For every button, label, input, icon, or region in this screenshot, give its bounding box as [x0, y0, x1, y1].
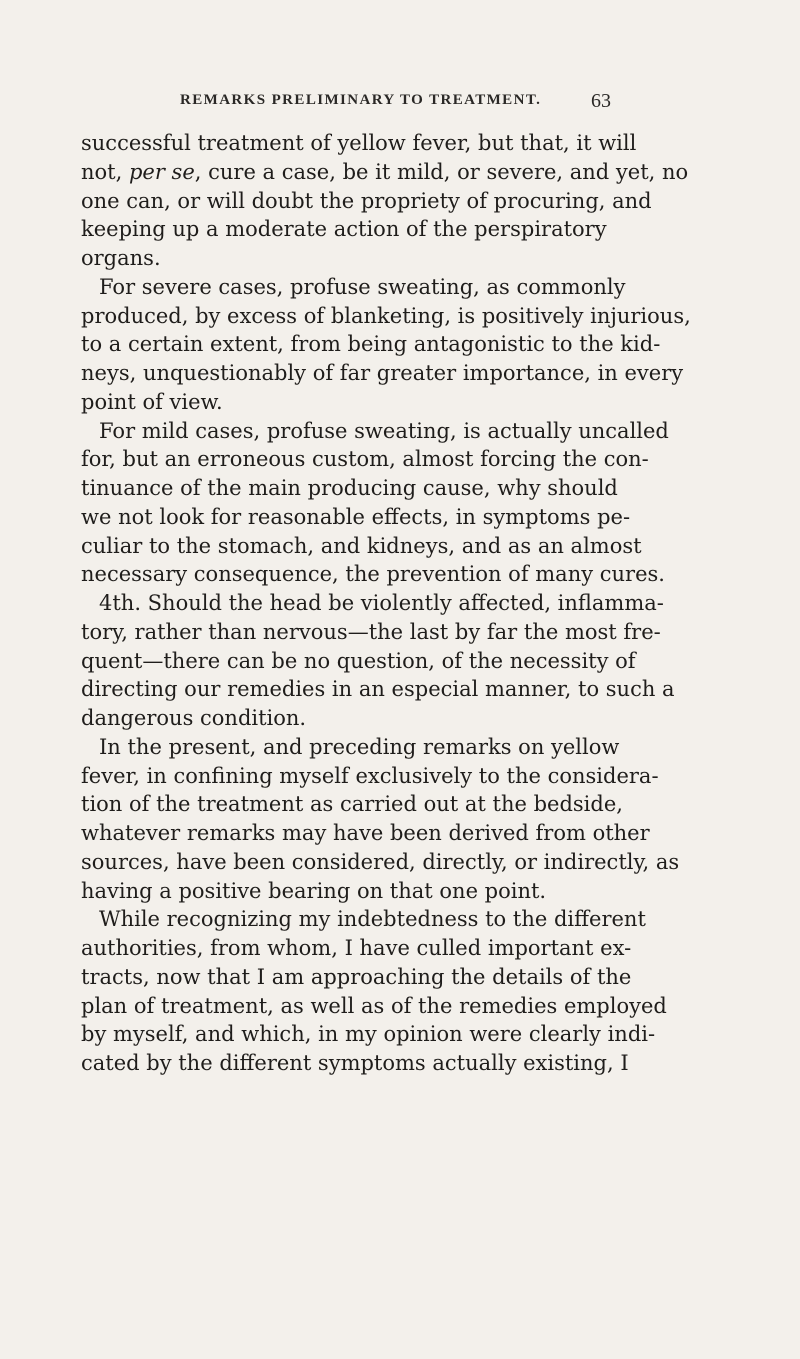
text-line: organs.: [81, 246, 161, 270]
page-number: 63: [591, 90, 611, 112]
text-line: one can, or will doubt the propriety of procuring, and: [81, 188, 652, 213]
text-line: whatever remarks may have been derived from other: [81, 821, 650, 845]
text-line: successful treatment of yellow fever, but that, it will: [81, 131, 637, 155]
text-line: keeping up a moderate action of the perspiratory: [81, 217, 607, 242]
text-line: necessary consequence, the prevention of many cures.: [81, 562, 665, 587]
body-text: [81, 129, 691, 1078]
text-line: While recognizing my indebtedness to the different: [99, 907, 646, 932]
text-line: 4th. Should the head be violently affected, inflamma-: [99, 591, 664, 615]
text-line: cated by the different symptoms actually existing, I: [81, 1051, 629, 1075]
text-line: by myself, and which, in my opinion were clearly indi-: [81, 1022, 656, 1047]
text-line: quent—there can be no question, of the necessity of: [81, 648, 636, 673]
text-line: tracts, now that I am approaching the details of the: [81, 964, 632, 989]
text-line: plan of treatment, as well as of the remedies employed: [81, 993, 667, 1018]
text-line: For severe cases, profuse sweating, as commonly: [99, 274, 626, 299]
text-line: dangerous condition.: [81, 706, 307, 730]
text-line: sources, have been considered, directly, or indirectly, as: [81, 849, 680, 874]
text-line: point of view.: [81, 389, 223, 414]
text-line: authorities, from whom, I have culled important ex-: [81, 936, 632, 960]
text-line: culiar to the stomach, and kidneys, and as an almost: [81, 533, 642, 558]
text-line: For mild cases, profuse sweating, is actually uncalled: [99, 418, 669, 443]
text-line: having a positive bearing on that one point.: [81, 878, 547, 903]
text-line: not, per se, cure a case, be it mild, or severe, and yet, no: [81, 159, 689, 184]
text-line: tory, rather than nervous—the last by far the most fre-: [81, 619, 661, 644]
text-line: tinuance of the main producing cause, why should: [81, 476, 618, 500]
text-line: directing our remedies in an especial manner, to such a: [81, 677, 675, 702]
latin-phrase: per se: [128, 159, 195, 184]
running-head: [0, 92, 800, 116]
text-line: produced, by excess of blanketing, is positively injurious,: [81, 303, 691, 328]
text-line: to a certain extent, from being antagonistic to the kid-: [81, 332, 661, 357]
text-line: fever, in confining myself exclusively to the considera-: [81, 763, 659, 788]
text-line: for, but an erroneous custom, almost forcing the con-: [81, 447, 649, 472]
text-line: In the present, and preceding remarks on yellow: [99, 734, 620, 759]
text-line: we not look for reasonable effects, in symptoms pe-: [81, 504, 631, 529]
text-line: tion of the treatment as carried out at the bedside,: [81, 792, 623, 817]
text-line: neys, unquestionably of far greater importance, in every: [81, 361, 684, 385]
running-head-title: REMARKS PRELIMINARY TO TREATMENT.: [180, 92, 542, 108]
